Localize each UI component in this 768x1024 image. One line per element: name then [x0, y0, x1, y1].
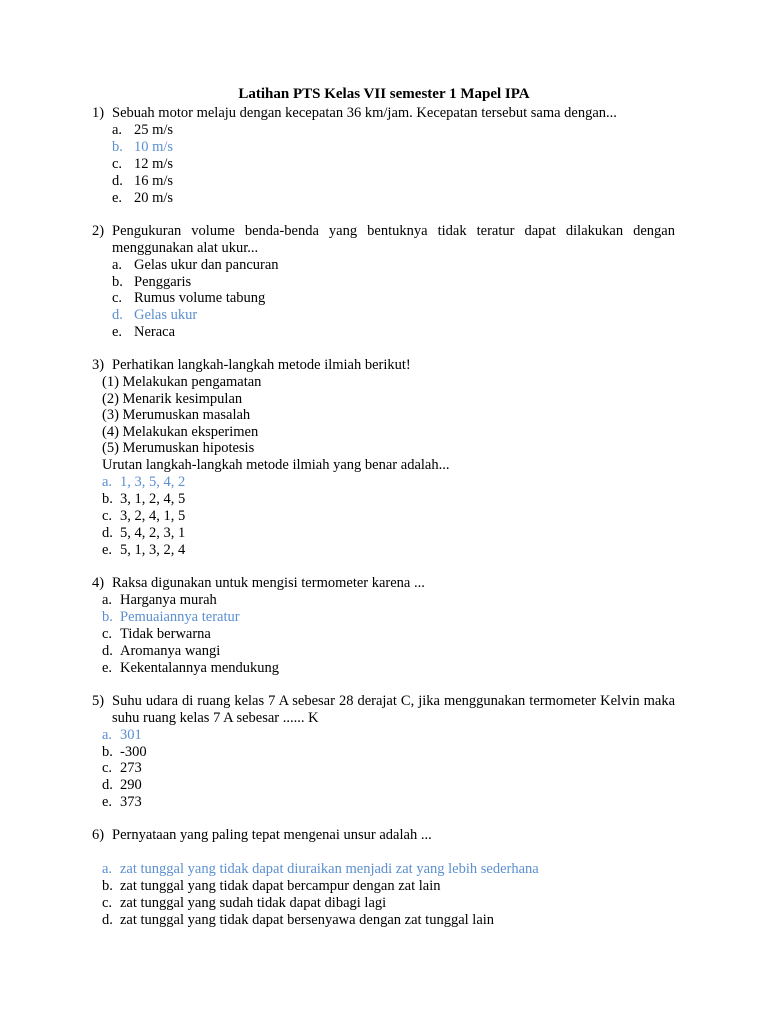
option-text: 10 m/s	[134, 139, 174, 155]
option-label: c.	[102, 895, 113, 911]
option-label: c.	[102, 626, 113, 642]
option-text: Neraca	[134, 324, 176, 340]
option-label: a.	[102, 474, 113, 490]
question-text: Raksa digunakan untuk mengisi termometer karena ...	[112, 575, 425, 591]
option-label: b.	[112, 274, 123, 290]
option-text: 20 m/s	[134, 190, 174, 206]
option-text: Rumus volume tabung	[134, 290, 266, 306]
option-label: e.	[112, 190, 123, 206]
option-label: e.	[102, 660, 113, 676]
option-label: a.	[112, 257, 123, 273]
option-text: 3, 2, 4, 1, 5	[120, 508, 186, 524]
option-label: e.	[112, 324, 123, 340]
option-label: b.	[102, 878, 113, 894]
option-text: Gelas ukur	[134, 307, 198, 323]
option-label: e.	[102, 542, 113, 558]
question-text: Sebuah motor melaju dengan kecepatan 36 km/jam. Kecepatan tersebut sama dengan...	[112, 105, 617, 121]
option-text: 5, 4, 2, 3, 1	[120, 525, 186, 541]
question-text: Perhatikan langkah-langkah metode ilmiah berikut!	[112, 357, 411, 373]
option-text: Pemuaiannya teratur	[120, 609, 240, 625]
option-label: c.	[112, 156, 123, 172]
option-text: Tidak berwarna	[120, 626, 211, 642]
option-label: c.	[102, 760, 113, 776]
option-text: zat tunggal yang tidak dapat bersenyawa dengan zat tunggal lain	[120, 912, 495, 928]
option-text: Harganya murah	[120, 592, 217, 608]
page-title: Latihan PTS Kelas VII semester 1 Mapel IPA	[238, 86, 530, 102]
step-item: (5) Merumuskan hipotesis	[102, 440, 255, 456]
step-item: (1) Melakukan pengamatan	[102, 374, 262, 390]
option-label: a.	[102, 861, 113, 877]
question-text: Suhu udara di ruang kelas 7 A sebesar 28 derajat C, jika menggunakan termometer Kelvin maka suhu ruang kelas 7 A sebesar ...... K	[112, 693, 675, 726]
option-text: Penggaris	[134, 274, 192, 290]
option-label: e.	[102, 794, 113, 810]
option-text: zat tunggal yang tidak dapat bercampur dengan zat lain	[120, 878, 441, 894]
option-text: 273	[120, 760, 142, 776]
question-text: Pengukuran volume benda-benda yang bentuknya tidak teratur dapat dilakukan dengan menggunakan alat ukur...	[112, 223, 675, 256]
option-label: d.	[112, 307, 123, 323]
option-label: b.	[102, 491, 113, 507]
step-item: (4) Melakukan eksperimen	[102, 424, 259, 440]
option-text: Gelas ukur dan pancuran	[134, 257, 279, 273]
option-text: 25 m/s	[134, 122, 174, 138]
option-label: c.	[102, 508, 113, 524]
option-text: zat tunggal yang tidak dapat diuraikan menjadi zat yang lebih sederhana	[120, 861, 539, 877]
option-text: 373	[120, 794, 142, 810]
option-label: b.	[102, 744, 113, 760]
option-label: d.	[112, 173, 123, 189]
option-text: Aromanya wangi	[120, 643, 221, 659]
option-text: 5, 1, 3, 2, 4	[120, 542, 186, 558]
option-label: d.	[102, 912, 113, 928]
option-text: 290	[120, 777, 142, 793]
question-prompt: Urutan langkah-langkah metode ilmiah yang benar adalah...	[102, 457, 450, 473]
question-number: 1)	[92, 105, 105, 121]
option-label: d.	[102, 525, 113, 541]
option-label: a.	[112, 122, 123, 138]
question-number: 6)	[92, 827, 105, 843]
option-label: d.	[102, 777, 113, 793]
question-text: Pernyataan yang paling tepat mengenai unsur adalah ...	[112, 827, 432, 843]
step-item: (3) Merumuskan masalah	[102, 407, 251, 423]
option-text: 12 m/s	[134, 156, 174, 172]
option-label: b.	[102, 609, 113, 625]
question-number: 2)	[92, 223, 105, 239]
option-text: zat tunggal yang sudah tidak dapat dibagi lagi	[120, 895, 387, 911]
question-number: 5)	[92, 693, 105, 709]
option-label: a.	[102, 727, 113, 743]
option-text: 301	[120, 727, 142, 743]
option-text: 3, 1, 2, 4, 5	[120, 491, 186, 507]
option-label: c.	[112, 290, 123, 306]
question-number: 3)	[92, 357, 105, 373]
option-text: 1, 3, 5, 4, 2	[120, 474, 186, 490]
option-label: b.	[112, 139, 123, 155]
option-text: 16 m/s	[134, 173, 174, 189]
question-number: 4)	[92, 575, 105, 591]
option-label: a.	[102, 592, 113, 608]
step-item: (2) Menarik kesimpulan	[102, 391, 243, 407]
option-text: Kekentalannya mendukung	[120, 660, 280, 676]
option-label: d.	[102, 643, 113, 659]
option-text: -300	[120, 744, 147, 760]
